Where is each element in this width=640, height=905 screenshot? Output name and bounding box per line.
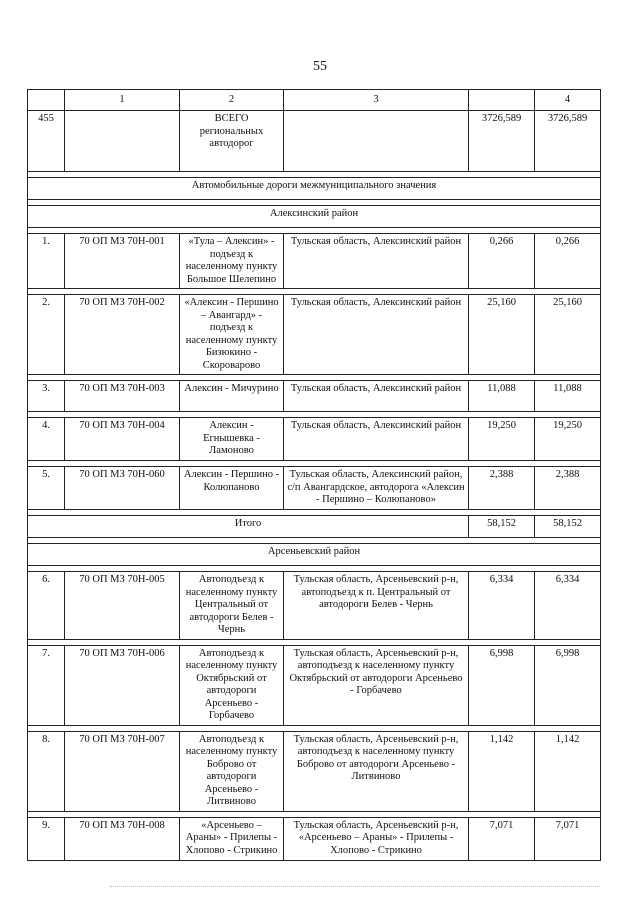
table-row	[28, 467, 601, 510]
table-row	[28, 234, 601, 289]
section-title: Автомобильные дороги межмуниципального значения	[28, 178, 601, 200]
road-code: 70 ОП МЗ 70Н-007	[65, 731, 180, 811]
total-num: 455	[28, 111, 65, 172]
header-col-1: 1	[65, 90, 180, 111]
road-name: Автоподъезд к населенному пункту Октябрьский от автодороги Арсеньево - Горбачево	[180, 645, 284, 725]
road-location: Тульская область, Алексинский район	[284, 381, 469, 412]
footer-scan-artifact	[110, 886, 600, 888]
total-code	[65, 111, 180, 172]
road-length-2: 6,334	[535, 572, 601, 640]
table-row	[28, 731, 601, 811]
table-row	[28, 817, 601, 860]
road-length-1: 1,142	[469, 731, 535, 811]
road-code: 70 ОП МЗ 70Н-004	[65, 418, 180, 461]
road-length-1: 19,250	[469, 418, 535, 461]
road-name: Автоподъезд к населенному пункту Боброво от автодороги Арсеньево - Литвиново	[180, 731, 284, 811]
header-col-4: 4	[535, 90, 601, 111]
row-num: 8.	[28, 731, 65, 811]
total-name: ВСЕГО региональных автодорог	[180, 111, 284, 172]
total-loc	[284, 111, 469, 172]
road-length-2: 6,998	[535, 645, 601, 725]
road-name: Алексин - Мичурино	[180, 381, 284, 412]
table-row	[28, 381, 601, 412]
road-location: Тульская область, Алексинский район	[284, 418, 469, 461]
subtotal-label: Итого	[28, 516, 469, 538]
table-row	[28, 645, 601, 725]
subtotal-row	[28, 516, 601, 538]
row-num: 5.	[28, 467, 65, 510]
road-code: 70 ОП МЗ 70Н-005	[65, 572, 180, 640]
row-num: 1.	[28, 234, 65, 289]
district-title-aleksin: Алексинский район	[28, 206, 601, 228]
road-length-2: 25,160	[535, 295, 601, 375]
road-location: Тульская область, Алексинский район, с/п Авангардское, автодорога «Алексин - Першино – Колюпаново»	[284, 467, 469, 510]
total-row	[28, 111, 601, 172]
table-row	[28, 295, 601, 375]
road-name: Алексин - Егнышевка - Ламоново	[180, 418, 284, 461]
road-name: Автоподъезд к населенному пункту Центральный от автодороги Белев - Чернь	[180, 572, 284, 640]
row-num: 7.	[28, 645, 65, 725]
road-name: Алексин - Першино - Колюпаново	[180, 467, 284, 510]
road-location: Тульская область, Арсеньевский р-н, автоподъезд к населенному пункту Октябрьский от автодороги Арсеньево - Горбачево	[284, 645, 469, 725]
roads-table	[27, 89, 601, 861]
header-col-2: 2	[180, 90, 284, 111]
road-name: «Алексин - Першино – Авангард» - подъезд к населенному пункту Бизюкино - Скороварово	[180, 295, 284, 375]
subtotal-value-1: 58,152	[469, 516, 535, 538]
road-length-2: 0,266	[535, 234, 601, 289]
road-length-1: 11,088	[469, 381, 535, 412]
row-num: 6.	[28, 572, 65, 640]
table-row	[28, 418, 601, 461]
road-code: 70 ОП МЗ 70Н-060	[65, 467, 180, 510]
district-title-arsenyev: Арсеньевский район	[28, 544, 601, 566]
road-location: Тульская область, Арсеньевский р-н, автоподъезд к п. Центральный от автодороги Белев - Чернь	[284, 572, 469, 640]
road-length-1: 6,334	[469, 572, 535, 640]
road-code: 70 ОП МЗ 70Н-006	[65, 645, 180, 725]
road-code: 70 ОП МЗ 70Н-008	[65, 817, 180, 860]
table-row	[28, 572, 601, 640]
road-location: Тульская область, Арсеньевский р-н, автоподъезд к населенному пункту Боброво от автодороги Арсеньево - Литвиново	[284, 731, 469, 811]
header-spacer	[28, 90, 65, 111]
road-length-2: 11,088	[535, 381, 601, 412]
road-code: 70 ОП МЗ 70Н-002	[65, 295, 180, 375]
road-location: Тульская область, Алексинский район	[284, 295, 469, 375]
road-code: 70 ОП МЗ 70Н-001	[65, 234, 180, 289]
header-row	[28, 90, 601, 111]
road-location: Тульская область, Арсеньевский р-н, «Арсеньево – Араны» - Прилепы - Хлопово - Стрикино	[284, 817, 469, 860]
row-num: 2.	[28, 295, 65, 375]
road-location: Тульская область, Алексинский район	[284, 234, 469, 289]
row-num: 4.	[28, 418, 65, 461]
road-length-2: 19,250	[535, 418, 601, 461]
road-length-1: 6,998	[469, 645, 535, 725]
road-name: «Тула – Алексин» - подъезд к населенному пункту Большое Шелепино	[180, 234, 284, 289]
road-length-2: 7,071	[535, 817, 601, 860]
road-length-1: 2,388	[469, 467, 535, 510]
row-num: 3.	[28, 381, 65, 412]
total-value-1: 3726,589	[469, 111, 535, 172]
total-value-2: 3726,589	[535, 111, 601, 172]
road-length-2: 2,388	[535, 467, 601, 510]
road-length-1: 25,160	[469, 295, 535, 375]
road-code: 70 ОП МЗ 70Н-003	[65, 381, 180, 412]
header-spacer-2	[469, 90, 535, 111]
page-number: 55	[313, 59, 327, 74]
road-length-2: 1,142	[535, 731, 601, 811]
road-length-1: 7,071	[469, 817, 535, 860]
subtotal-value-2: 58,152	[535, 516, 601, 538]
road-name: «Арсеньево – Араны» - Прилепы - Хлопово - Стрикино	[180, 817, 284, 860]
road-length-1: 0,266	[469, 234, 535, 289]
row-num: 9.	[28, 817, 65, 860]
header-col-3: 3	[284, 90, 469, 111]
